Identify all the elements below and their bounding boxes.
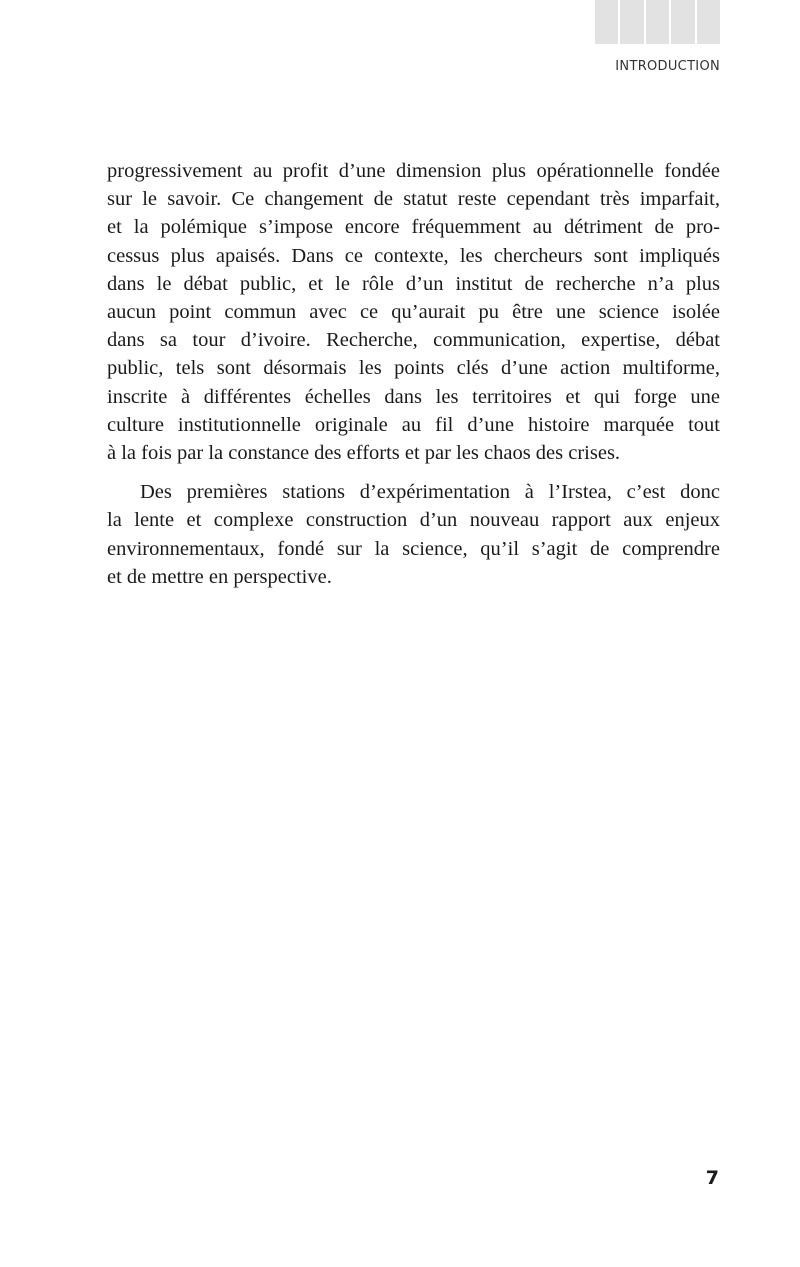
header-tab-marker bbox=[671, 0, 694, 44]
text-line: culture institutionnelle originale au fil d’une histoire marquée tout bbox=[107, 413, 720, 436]
text-line: la lente et complexe construction d’un nouveau rapport aux enjeux bbox=[107, 509, 720, 532]
text-line: et la polémique s’impose encore fréquemment au détriment de pro- bbox=[107, 216, 720, 239]
text-line: inscrite à différentes échelles dans les territoires et qui forge une bbox=[107, 385, 720, 408]
text-line: aucun point commun avec ce qu’aurait pu être une science isolée bbox=[107, 301, 720, 324]
text-line: Des premières stations d’expérimentation à l’Irstea, c’est donc bbox=[140, 481, 720, 504]
text-line: public, tels sont désormais les points clés d’une action multiforme, bbox=[107, 357, 720, 380]
running-head: INTRODUCTION bbox=[615, 59, 720, 74]
body-text bbox=[107, 157, 720, 591]
paragraph bbox=[107, 157, 720, 467]
text-line: dans le débat public, et le rôle d’un institut de recherche n’a plus bbox=[107, 272, 720, 295]
text-line: à la fois par la constance des efforts et par les chaos des crises. bbox=[107, 442, 621, 465]
header-tab-marker bbox=[595, 0, 618, 44]
header-tab-marker bbox=[646, 0, 669, 44]
text-line: sur le savoir. Ce changement de statut reste cependant très imparfait, bbox=[107, 188, 720, 211]
text-line: dans sa tour d’ivoire. Recherche, communication, expertise, débat bbox=[107, 329, 720, 352]
header-tab-markers bbox=[595, 0, 720, 44]
page-number: 7 bbox=[705, 1167, 719, 1189]
text-line: cessus plus apaisés. Dans ce contexte, les chercheurs sont impliqués bbox=[107, 244, 720, 267]
text-line: et de mettre en perspective. bbox=[107, 565, 332, 588]
paragraph bbox=[107, 478, 720, 591]
header-tab-marker bbox=[697, 0, 720, 44]
header-tab-marker bbox=[620, 0, 643, 44]
text-line: environnementaux, fondé sur la science, qu’il s’agit de comprendre bbox=[107, 537, 720, 560]
text-line: progressivement au profit d’une dimension plus opérationnelle fondée bbox=[107, 160, 720, 182]
